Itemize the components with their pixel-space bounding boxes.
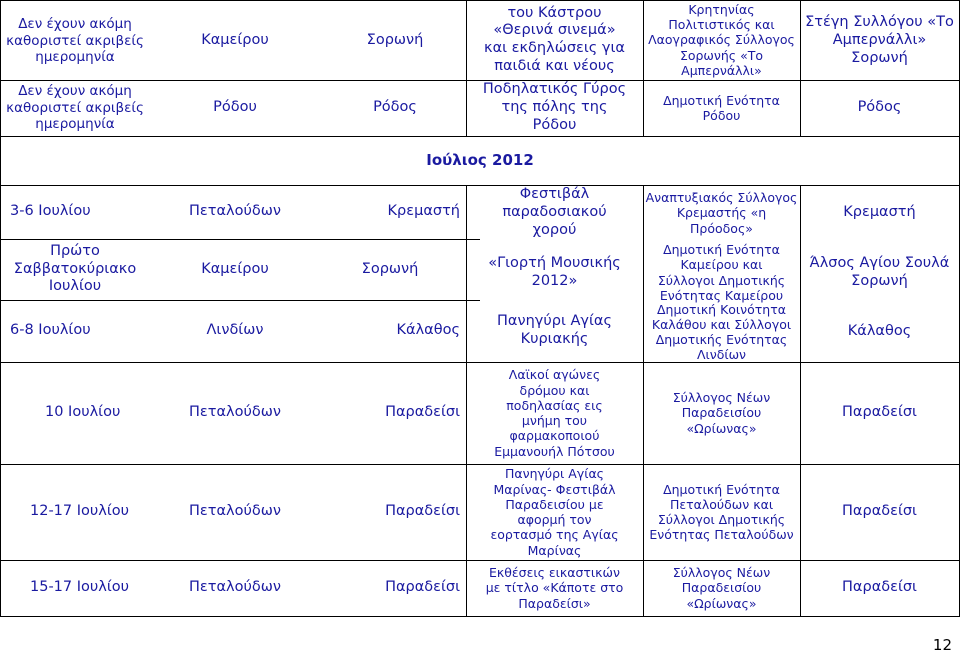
organizer-cell: Κρητηνίας Πολιτιστικός και Λαογραφικός Σύλλογος Σορωνής «Το Αμπερνάλλι» (648, 1, 795, 78)
date-cell: 10 Ιουλίου (45, 404, 121, 421)
venue-cell: Παραδείσι (842, 579, 917, 596)
area-cell: Πεταλούδων (189, 404, 281, 421)
area-cell: Λινδίων (206, 322, 264, 339)
date-cell: Δεν έχουν ακόμη καθοριστεί ακριβείς ημερομηνία (6, 83, 144, 133)
organizer-cell: Δημοτική Ενότητα Καμείρου και Σύλλογοι Δημοτικής Ενότητας Καμείρου (657, 242, 786, 303)
event-cell: Πανηγύρι Αγίας Κυριακής (497, 313, 612, 347)
place-cell: Σορωνή (366, 32, 424, 49)
organizer-cell: Σύλλογος Νέων Παραδεισίου «Ωρίωνας» (672, 565, 771, 611)
area-cell: Καμείρου (201, 260, 269, 277)
month-title: Ιούλιος 2012 (426, 151, 534, 170)
area-cell: Πεταλούδων (189, 579, 281, 596)
event-cell: Πανηγύρι Αγίας Μαρίνας- Φεστιβάλ Παραδεισίου με αφορμή τον εορτασμό της Αγίας Μαρίνας (490, 466, 619, 558)
organizer-cell: Σύλλογος Νέων Παραδεισίου «Ωρίωνας» (672, 390, 771, 436)
organizer-cell: Αναπτυξιακός Σύλλογος Κρεμαστής «η Πρόοδος» (645, 190, 798, 236)
event-cell: Λαϊκοί αγώνες δρόμου και ποδηλασίας εις μνήμη του φαρμακοποιού Εμμανουήλ Πότσου (494, 367, 615, 459)
venue-cell: Κρεμαστή (843, 204, 916, 221)
organizer-cell: Δημοτική Ενότητα Πεταλούδων και Σύλλογοι Δημοτικής Ενότητας Πεταλούδων (649, 481, 794, 543)
venue-cell: Κάλαθος (847, 323, 912, 340)
area-cell: Πεταλούδων (189, 503, 281, 520)
date-cell: 6-8 Ιουλίου (10, 322, 91, 339)
area-cell: Πεταλούδων (189, 203, 281, 220)
place-cell: Παραδείσι (385, 503, 460, 520)
event-cell: Φεστιβάλ παραδοσιακού χορού (502, 186, 607, 238)
organizer-cell: Δημοτική Ενότητα Ρόδου (663, 92, 780, 123)
event-cell: Εκθέσεις εικαστικών με τίτλο «Κάποτε στο Παραδείσι» (485, 565, 624, 611)
date-cell: 3-6 Ιουλίου (10, 203, 91, 220)
event-cell: Ποδηλατικός Γύρος της πόλης της Ρόδου (482, 81, 627, 133)
place-cell: Παραδείσι (385, 579, 460, 596)
date-cell: 12-17 Ιουλίου (30, 503, 130, 520)
place-cell: Κρεμαστή (387, 203, 460, 220)
page-number: 12 (932, 636, 952, 654)
venue-cell: Άλσος Αγίου Σουλά Σορωνή (809, 254, 950, 289)
place-cell: Κάλαθος (396, 322, 460, 339)
date-cell: Πρώτο Σαββατοκύριακο Ιουλίου (13, 242, 137, 295)
place-cell: Σορωνή (361, 260, 419, 277)
venue-cell: Παραδείσι (842, 404, 917, 421)
date-cell: 15-17 Ιουλίου (30, 579, 130, 596)
area-cell: Ρόδου (213, 99, 257, 116)
place-cell: Παραδείσι (385, 404, 460, 421)
venue-cell: Παραδείσι (842, 503, 917, 520)
event-cell: του Κάστρου «Θερινά σινεμά» και εκδηλώσεις για παιδιά και νέους (484, 4, 625, 74)
date-cell: Δεν έχουν ακόμη καθοριστεί ακριβείς ημερομηνία (6, 16, 144, 66)
area-cell: Καμείρου (201, 32, 269, 49)
venue-cell: Στέγη Συλλόγου «Το Αμπερνάλλι» Σορωνή (805, 14, 954, 66)
organizer-cell: Δημοτική Κοινότητα Καλάθου και Σύλλογοι Δημοτικής Ενότητας Λινδίων (651, 301, 792, 363)
place-cell: Ρόδος (373, 99, 417, 116)
venue-cell: Ρόδος (857, 99, 902, 116)
event-cell: «Γιορτή Μουσικής 2012» (488, 254, 621, 289)
